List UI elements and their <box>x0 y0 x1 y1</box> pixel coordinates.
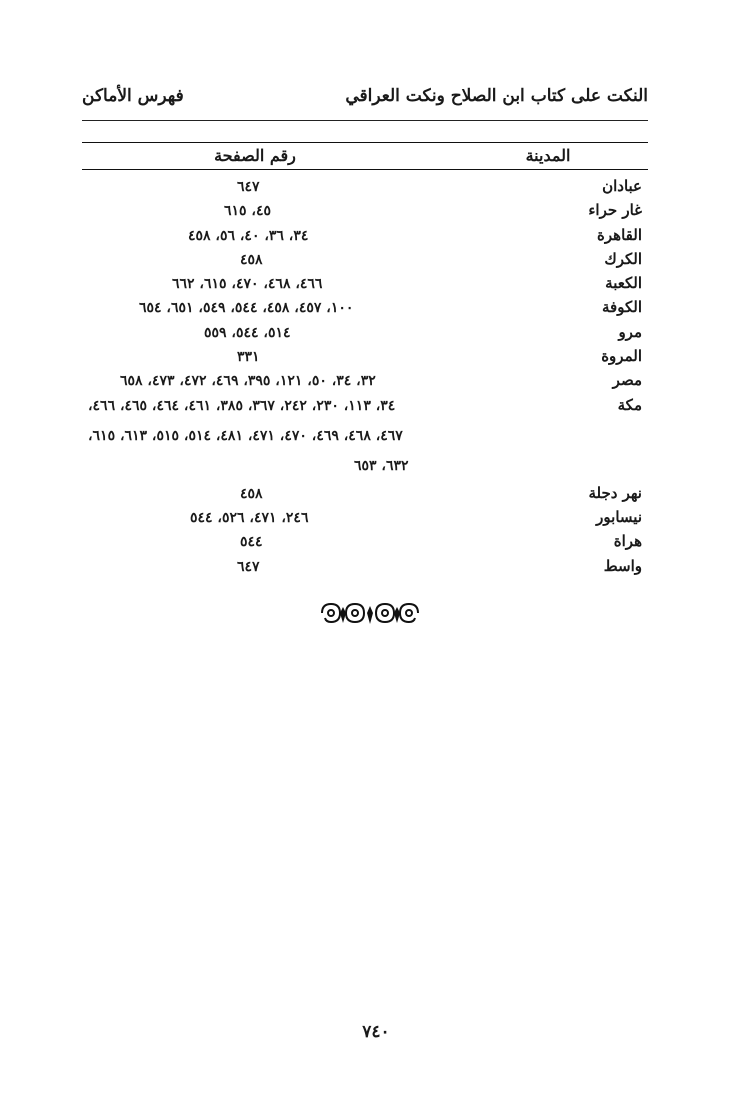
table-row <box>82 297 648 321</box>
section-title: فهرس الأماكن <box>82 86 184 106</box>
city-name: غار حراء <box>588 201 642 220</box>
city-name: نهر دجلة <box>588 483 642 502</box>
city-name: مرو <box>618 322 642 341</box>
page-number: ٧٤٠ <box>362 1022 390 1042</box>
table-row <box>82 483 648 507</box>
table-row <box>82 531 648 555</box>
table-row <box>82 322 648 346</box>
page-references: ٥١٤، ٥٤٤، ٥٥٩ <box>204 324 291 341</box>
table-row <box>82 273 648 297</box>
table-row <box>82 395 648 425</box>
table-row <box>82 200 648 224</box>
city-name: الكوفة <box>602 298 642 317</box>
column-header-pages: رقم الصفحة <box>214 146 296 165</box>
header-divider <box>82 120 648 121</box>
page-references: ٤٥، ٦١٥ <box>224 203 272 220</box>
table-row <box>82 556 648 580</box>
page-references: ٤٥٨ <box>240 485 263 502</box>
index-table-body <box>82 176 648 580</box>
table-header-rule <box>82 169 648 170</box>
page-references: ٤٦٧، ٤٦٨، ٤٦٩، ٤٧٠، ٤٧١، ٤٨١، ٥١٤، ٥١٥، ٦١٣، ٦١٥، <box>88 427 403 444</box>
page-references: ٥٤٤ <box>240 534 263 551</box>
table-row <box>82 507 648 531</box>
page-references: ٦٣٢، ٦٥٣ <box>354 457 409 474</box>
table-row-continuation <box>82 455 648 483</box>
table-row <box>82 176 648 200</box>
table-row <box>82 249 648 273</box>
city-name: مصر <box>612 371 642 390</box>
page-references: ٣٤، ١١٣، ٢٣٠، ٢٤٢، ٣٦٧، ٣٨٥، ٤٦١، ٤٦٤، ٤٦٥، ٤٦٦، <box>88 397 396 414</box>
page-references: ٤٦٦، ٤٦٨، ٤٧٠، ٦١٥، ٦٦٢ <box>172 276 323 293</box>
book-title: النكت على كتاب ابن الصلاح ونكت العراقي <box>345 86 648 106</box>
decorative-ornament-icon <box>316 598 424 628</box>
page-references: ٦٤٧ <box>237 558 260 575</box>
city-name: مكة <box>617 395 642 414</box>
page-references: ١٠٠، ٤٥٧، ٤٥٨، ٥٤٤، ٥٤٩، ٦٥١، ٦٥٤ <box>139 300 354 317</box>
city-name: المروة <box>601 347 642 366</box>
table-top-rule <box>82 142 648 143</box>
table-row <box>82 370 648 394</box>
city-name: القاهرة <box>597 225 642 244</box>
column-header-city: المدينة <box>525 146 571 165</box>
page-references: ٢٤٦، ٤٧١، ٥٢٦، ٥٤٤ <box>190 509 309 526</box>
table-row-continuation <box>82 425 648 455</box>
running-head <box>82 86 648 114</box>
page-references: ٣٢، ٣٤، ٥٠، ١٢١، ٣٩٥، ٤٦٩، ٤٧٢، ٤٧٣، ٦٥٨ <box>120 373 376 390</box>
city-name: هراة <box>613 532 642 551</box>
city-name: عبادان <box>602 177 642 195</box>
table-row <box>82 346 648 370</box>
page-references: ٤٥٨ <box>240 251 263 268</box>
page-references: ٦٤٧ <box>237 179 260 195</box>
city-name: واسط <box>603 556 642 575</box>
city-name: الكرك <box>604 249 642 268</box>
table-row <box>82 225 648 249</box>
city-name: نيسابور <box>596 507 642 526</box>
city-name: الكعبة <box>605 274 642 293</box>
page-references: ٣٤، ٣٦، ٤٠، ٥٦، ٤٥٨ <box>188 227 309 244</box>
page-references: ٣٣١ <box>237 349 260 366</box>
